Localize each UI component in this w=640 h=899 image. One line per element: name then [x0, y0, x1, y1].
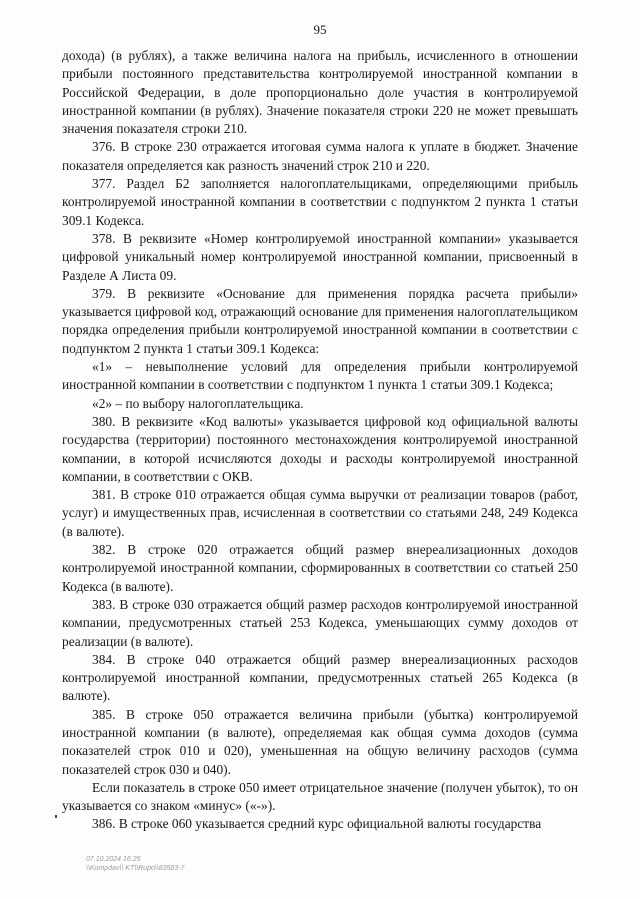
paragraph-380: 380. В реквизите «Код валюты» указывается цифровой код официальной валюты государства (территории) постоянного местонахождения контролируемой иностранной компании, в которой исчисляются доходы и расходы контролируемой иностранной компании, в соответствии с ОКВ. [62, 413, 578, 484]
paragraph-383: 383. В строке 030 отражается общий размер расходов контролируемой иностранной компании, предусмотренных статьей 253 Кодекса, уменьшающих сумму доходов от реализации (в валюте). [62, 596, 578, 649]
paragraph-385-note: Если показатель в строке 050 имеет отрицательное значение (получен убыток), то он указывается со знаком «минус» («-»). [62, 779, 578, 814]
scan-artifact [55, 815, 57, 818]
paragraph-379-code-2: «2» – по выбору налогоплательщика. [92, 395, 304, 411]
footer-timestamp: 07.10.2024 16:25 [86, 856, 141, 863]
paragraph-378: 378. В реквизите «Номер контролируемой иностранной компании» указывается цифровой уникальный номер контролируемой иностранной компании, присвоенный в Разделе А Листа 09. [62, 230, 578, 283]
paragraph-continuation: дохода) (в рублях), а также величина налога на прибыль, исчисленного в отношении прибыли постоянного представительства контролируемой иностранной компании в Российской Федерации, в доле пропорционально доле участия в контролируемой иностранной компании (в рублях). Значение показателя строки 220 не может превышать значения показателя строки 210. [62, 48, 578, 137]
paragraph-376: 376. В строке 230 отражается итоговая сумма налога к уплате в бюджет. Значение показателя определяется как разность значений строк 210 и 220. [62, 139, 578, 173]
page-number: 95 [313, 22, 327, 37]
paragraph-384: 384. В строке 040 отражается общий размер внереализационных расходов контролируемой иностранной компании, предусмотренных статьей 265 Кодекса (в валюте). [62, 651, 578, 704]
paragraph-386: 386. В строке 060 указывается средний курс официальной валюты государства [92, 816, 542, 832]
paragraph-379: 379. В реквизите «Основание для применения порядка расчета прибыли» указывается цифровой код, отражающий основание для применения налогоплательщиком порядка определения прибыли контролируемой иностранной компании в соответствии с подпунктом 2 пункта 1 статьи 309.1 Кодекса: [62, 285, 578, 356]
paragraph-382: 382. В строке 020 отражается общий размер внереализационных доходов контролируемой иностранной компании, сформированных в соответствии со статьей 250 Кодекса (в валюте). [62, 542, 578, 594]
footer-file-path: \\Kompdav\\ KT\\Rupo\\83583-7 [86, 865, 185, 872]
paragraph-377: 377. Раздел Б2 заполняется налогоплательщиками, определяющими прибыль контролируемой иностранной компании в соответствии с подпунктом 2 пункта 1 статьи 309.1 Кодекса. [62, 176, 578, 228]
paragraph-385: 385. В строке 050 отражается величина прибыли (убытка) контролируемой иностранной компании (в валюте), определяемая как общая сумма доходов (сумма показателей строк 010 и 020), уменьшенная на общую величину расходов (сумма показателей строк 030 и 040). [62, 706, 578, 777]
document-body [62, 47, 578, 834]
paragraph-379-code-1: «1» – невыполнение условий для определения прибыли контролируемой иностранной компании в соответствии с подпунктом 1 пункта 1 статьи 309.1 Кодекса; [62, 359, 578, 393]
document-footer [86, 855, 184, 873]
paragraph-381: 381. В строке 010 отражается общая сумма выручки от реализации товаров (работ, услуг) и имущественных прав, исчисленная в соответствии со статьями 248, 249 Кодекса (в валюте). [62, 487, 578, 539]
